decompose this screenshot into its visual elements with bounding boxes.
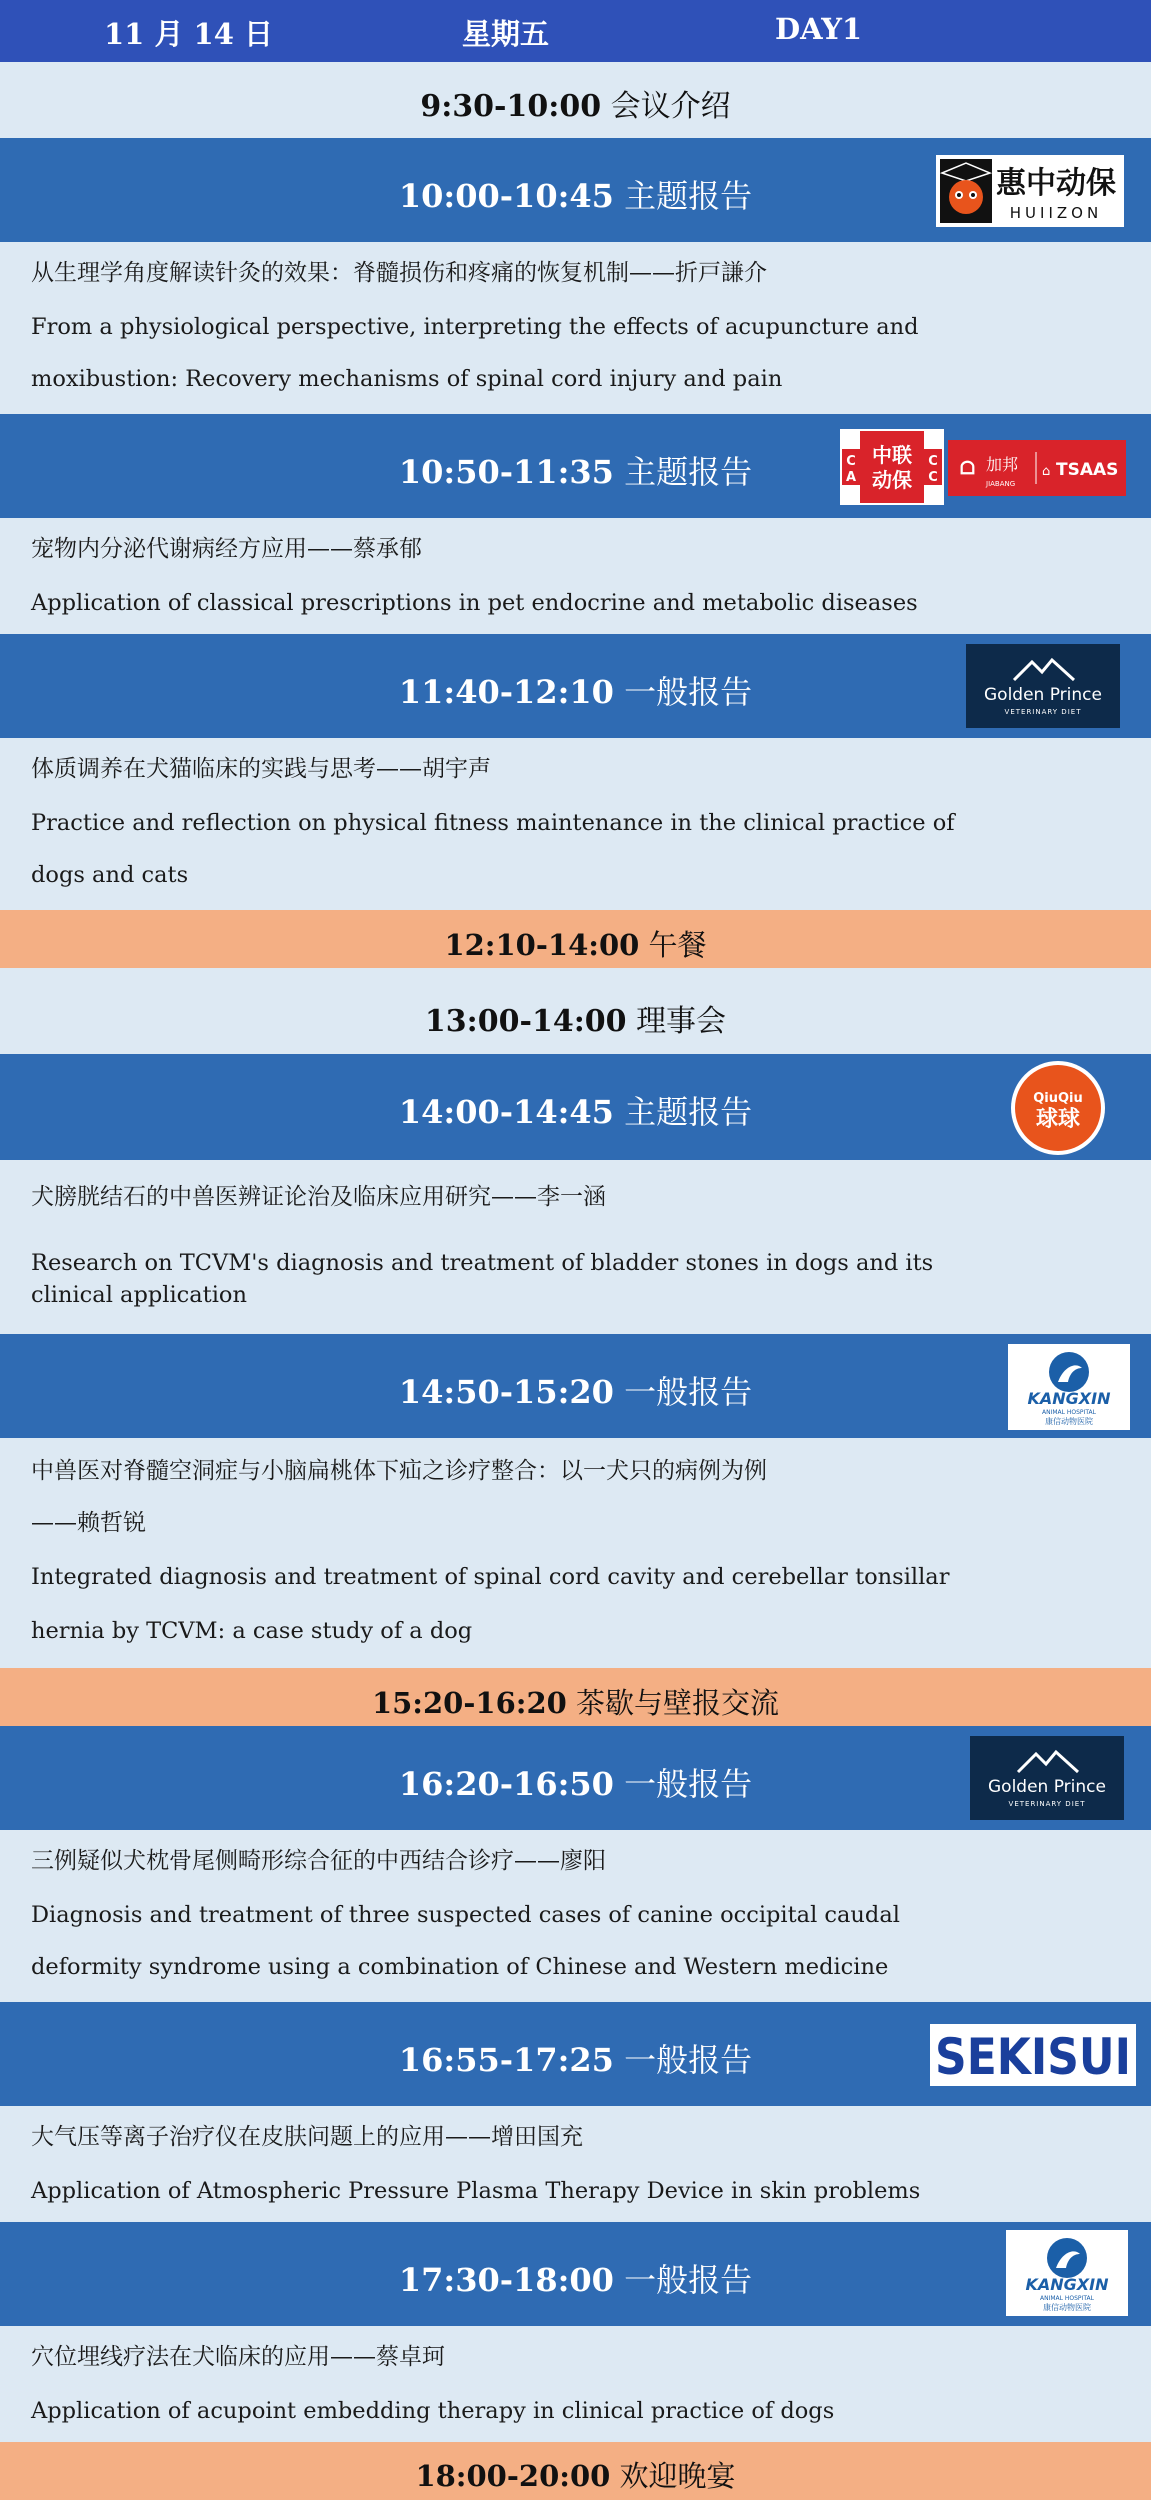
golden-prince-name: Golden Prince xyxy=(988,1777,1106,1797)
session-label: 午餐 xyxy=(648,928,707,962)
jiabang-logo-en: JIABANG xyxy=(986,480,1016,488)
talk-en-line1: Practice and reflection on physical fitness maintenance in the clinical practice of xyxy=(31,810,955,836)
talk-zh: 穴位埋线疗法在犬临床的应用——蔡卓珂 xyxy=(31,2344,445,2370)
talk-block-3 xyxy=(0,738,1151,910)
session-label: 一般报告 xyxy=(624,673,753,711)
session-time: 14:50-15:20 xyxy=(398,1373,614,1411)
session-title xyxy=(0,81,1151,125)
huiizon-logo-zh: 惠中动保 xyxy=(996,166,1116,201)
session-title xyxy=(0,1087,1151,1133)
talk-en-line1: Research on TCVM's diagnosis and treatment of bladder stones in dogs and its xyxy=(31,1250,934,1276)
header-weekday: 星期五 xyxy=(462,17,550,51)
talk-en-line2: dogs and cats xyxy=(31,862,189,888)
session-title xyxy=(0,2454,1151,2495)
session-time: 16:55-17:25 xyxy=(398,2041,614,2079)
kangxin-logo-en: KANGXIN xyxy=(1027,1389,1111,1408)
talk-block-1 xyxy=(0,242,1151,414)
talk-en-line2: deformity syndrome using a combination of Chinese and Western medicine xyxy=(31,1954,889,1980)
session-row-keynote-2 xyxy=(0,414,1151,518)
talk-en-line2: hernia by TCVM: a case study of a dog xyxy=(31,1618,473,1644)
session-row-general-3 xyxy=(0,1726,1151,1830)
svg-text:ᗝ: ᗝ xyxy=(960,458,975,479)
talk-block-7 xyxy=(0,2106,1151,2222)
cacc-logo xyxy=(840,429,944,505)
talk-zh: 宠物内分泌代谢病经方应用——蔡承郁 xyxy=(31,536,422,562)
session-row-general-5 xyxy=(0,2222,1151,2326)
sekisui-logo-text: SEKISUI xyxy=(935,2028,1131,2086)
talk-en-line1: Diagnosis and treatment of three suspected cases of canine occipital caudal xyxy=(31,1902,900,1928)
golden-prince-sub: VETERINARY DIET xyxy=(1004,708,1082,716)
cacc-logo-zh2: 动保 xyxy=(872,468,912,492)
qiuqiu-logo xyxy=(1010,1060,1106,1156)
golden-prince-logo xyxy=(966,644,1120,728)
session-label: 一般报告 xyxy=(624,1373,753,1411)
cacc-logo-zh1: 中联 xyxy=(872,443,912,467)
session-row-keynote-1 xyxy=(0,138,1151,242)
golden-prince-name: Golden Prince xyxy=(984,685,1102,705)
golden-prince-logo xyxy=(970,1736,1124,1820)
huiizon-logo xyxy=(936,155,1124,227)
kangxin-logo xyxy=(1008,1344,1130,1430)
session-title xyxy=(0,2255,1151,2301)
session-row-intro xyxy=(0,62,1151,138)
talk-zh: 中兽医对脊髓空洞症与小脑扁桃体下疝之诊疗整合：以一犬只的病例为例 xyxy=(31,1458,767,1484)
sekisui-logo xyxy=(930,2024,1136,2086)
session-label: 主题报告 xyxy=(624,1093,753,1131)
qiuqiu-logo-zh: 球球 xyxy=(1035,1107,1081,1132)
session-title xyxy=(0,996,1151,1040)
session-label: 一般报告 xyxy=(624,2261,753,2299)
session-row-keynote-3 xyxy=(0,1054,1151,1160)
session-row-board xyxy=(0,968,1151,1054)
session-time: 18:00-20:00 xyxy=(415,2459,611,2493)
session-time: 10:50-11:35 xyxy=(398,453,614,491)
talk-en-line2: clinical application xyxy=(31,1282,247,1308)
talk-block-4 xyxy=(0,1160,1151,1334)
session-title xyxy=(0,1367,1151,1413)
huiizon-logo-en: HUIIZON xyxy=(1009,204,1103,222)
session-time: 16:20-16:50 xyxy=(398,1765,614,1803)
talk-zh: 犬膀胱结石的中兽医辨证论治及临床应用研究——李一涵 xyxy=(31,1184,606,1210)
session-row-general-4 xyxy=(0,2002,1151,2106)
session-time: 9:30-10:00 xyxy=(420,89,602,124)
talk-en-line1: From a physiological perspective, interpreting the effects of acupuncture and xyxy=(31,314,919,340)
session-time: 11:40-12:10 xyxy=(398,673,614,711)
session-label: 一般报告 xyxy=(624,2041,753,2079)
session-time: 17:30-18:00 xyxy=(398,2261,614,2299)
talk-en-line1: Application of Atmospheric Pressure Plasma Therapy Device in skin problems xyxy=(31,2178,921,2204)
session-label: 理事会 xyxy=(636,1004,727,1039)
talk-zh: 大气压等离子治疗仪在皮肤问题上的应用——增田国充 xyxy=(31,2124,583,2150)
kangxin-logo-en: KANGXIN xyxy=(1025,2275,1109,2294)
cacc-logo-a: A xyxy=(845,470,857,485)
session-time: 14:00-14:45 xyxy=(398,1093,614,1131)
session-label: 一般报告 xyxy=(624,1765,753,1803)
session-label: 会议介绍 xyxy=(610,89,731,124)
talk-en-line1: Application of acupoint embedding therapy in clinical practice of dogs xyxy=(31,2398,835,2424)
session-row-general-1 xyxy=(0,634,1151,738)
golden-prince-sub: VETERINARY DIET xyxy=(1008,1800,1086,1808)
talk-block-2 xyxy=(0,518,1151,634)
talk-zh: 体质调养在犬猫临床的实践与思考——胡宇声 xyxy=(31,756,491,782)
session-label: 主题报告 xyxy=(624,177,753,215)
talk-zh-line2: ——赖哲锐 xyxy=(31,1510,146,1536)
session-label: 欢迎晚宴 xyxy=(619,2459,736,2493)
cacc-logo-c2: C xyxy=(928,454,938,469)
jiabang-logo-zh: 加邦 xyxy=(986,455,1019,474)
talk-block-5 xyxy=(0,1438,1151,1668)
session-label: 主题报告 xyxy=(624,453,753,491)
break-row-lunch xyxy=(0,910,1151,968)
kangxin-logo-zh: 康信动物医院 xyxy=(1045,1417,1093,1426)
talk-en-line1: Integrated diagnosis and treatment of spinal cord cavity and cerebellar tonsillar xyxy=(31,1564,950,1590)
talk-zh: 从生理学角度解读针灸的效果：脊髓损伤和疼痛的恢复机制——折戸謙介 xyxy=(31,260,767,286)
kangxin-logo-sub: ANIMAL HOSPITAL xyxy=(1042,1409,1096,1416)
break-row-dinner xyxy=(0,2442,1151,2500)
svg-text:⌂: ⌂ xyxy=(1042,464,1051,479)
talk-block-6 xyxy=(0,1830,1151,2002)
day-header xyxy=(0,0,1151,62)
tsaas-logo-text: TSAAS xyxy=(1056,460,1119,480)
session-title xyxy=(0,1681,1151,1722)
talk-en-line1: Application of classical prescriptions in pet endocrine and metabolic diseases xyxy=(31,590,918,616)
kangxin-logo-zh: 康信动物医院 xyxy=(1043,2303,1091,2312)
kangxin-logo xyxy=(1006,2230,1128,2316)
jiabang-tsaas-logo xyxy=(948,440,1126,496)
talk-zh: 三例疑似犬枕骨尾侧畸形综合征的中西结合诊疗——廖阳 xyxy=(31,1848,606,1874)
header-date: 11 月 14 日 xyxy=(104,17,274,51)
session-time: 15:20-16:20 xyxy=(371,1686,567,1720)
session-time: 12:10-14:00 xyxy=(444,928,640,962)
session-time: 13:00-14:00 xyxy=(424,1004,627,1039)
header-day: DAY1 xyxy=(775,12,863,46)
session-title xyxy=(0,923,1151,964)
kangxin-logo-sub: ANIMAL HOSPITAL xyxy=(1040,2295,1094,2302)
session-label: 茶歇与壁报交流 xyxy=(576,1686,780,1720)
cacc-logo-c1: C xyxy=(846,454,856,469)
cacc-logo-c3: C xyxy=(928,470,938,485)
talk-block-8 xyxy=(0,2326,1151,2442)
session-time: 10:00-10:45 xyxy=(398,177,614,215)
break-row-tea xyxy=(0,1668,1151,1726)
session-row-general-2 xyxy=(0,1334,1151,1438)
talk-en-line2: moxibustion: Recovery mechanisms of spinal cord injury and pain xyxy=(31,366,783,392)
qiuqiu-logo-en: QiuQiu xyxy=(1033,1091,1083,1106)
